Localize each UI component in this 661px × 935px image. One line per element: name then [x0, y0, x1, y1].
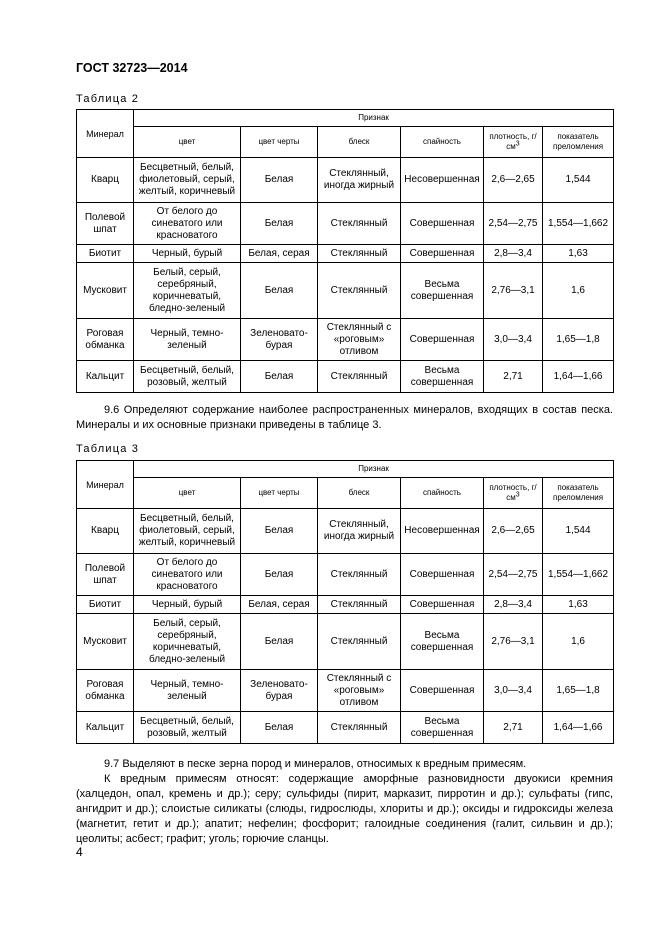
table-row [77, 509, 614, 554]
cell: Белая [241, 361, 318, 393]
cell: Бесцветный, белый, фиолетовый, серый, желтый, коричневый [134, 158, 241, 203]
group-header: Признак [134, 461, 614, 478]
cell: Белая [241, 614, 318, 670]
cell: Весьма совершенная [401, 712, 484, 744]
cell: Стеклянный, иногда жирный [318, 158, 401, 203]
cell: 2,76—3,1 [484, 263, 543, 319]
cell: 2,71 [484, 712, 543, 744]
cell: 2,8—3,4 [484, 596, 543, 614]
cell: 1,544 [543, 158, 614, 203]
cell: 1,6 [543, 263, 614, 319]
cell: Кварц [77, 509, 134, 554]
paragraph-9-6: 9.6 Определяют содержание наиболее распространенных минералов, входящих в состав песка. Минералы и их основные признаки приведены в таблице 3. [76, 404, 613, 431]
cell: Белая, серая [241, 245, 318, 263]
cell: Белая [241, 203, 318, 245]
cell: Весьма совершенная [401, 361, 484, 393]
cell: Стеклянный [318, 712, 401, 744]
table-row [77, 203, 614, 245]
cell: 1,554—1,662 [543, 203, 614, 245]
cell: Стеклянный [318, 361, 401, 393]
cell: 1,554—1,662 [543, 554, 614, 596]
cell: Черный, бурый [134, 245, 241, 263]
cell: Стеклянный [318, 554, 401, 596]
cell: Белый, серый, серебряный, коричневатый, бледно-зеленый [134, 263, 241, 319]
cell: Биотит [77, 245, 134, 263]
cell: Белая [241, 712, 318, 744]
cell: 1,63 [543, 596, 614, 614]
cell: Полевой шпат [77, 203, 134, 245]
cell: Кальцит [77, 712, 134, 744]
cell: Несовершенная [401, 158, 484, 203]
cell: 3,0—3,4 [484, 670, 543, 712]
paragraph-9-7: 9.7 Выделяют в песке зерна пород и минералов, относимых к вредным примесям. К вредным примесям относят: содержащие аморфные разновидности двуокиси кремния (халцедон, опал, кремень и др.); серу; сульфиды (пирит, марказит, пирротин и др.); сульфаты (гипс, ангидрит и др.); слоистые силикаты (слюды, гидрослюды, хлориты и др.); оксиды и гидроксиды железа (магнетит, гетит и др.); апатит; нефелин; фосфорит; галоидные соединения (галит, сильвин и др.); цеолиты; асбест; графит; уголь; горючие сланцы. [76, 758, 613, 845]
cell: 1,6 [543, 614, 614, 670]
cell: От белого до синеватого или красноватого [134, 203, 241, 245]
table-row [77, 670, 614, 712]
cell: Белая [241, 509, 318, 554]
cell: Стеклянный [318, 203, 401, 245]
col-header: блеск [318, 127, 401, 158]
cell: Стеклянный с «роговым» отливом [318, 319, 401, 361]
cell: 2,8—3,4 [484, 245, 543, 263]
cell: Белая, серая [241, 596, 318, 614]
table-row [77, 361, 614, 393]
cell: Черный, бурый [134, 596, 241, 614]
document-code: ГОСТ 32723—2014 [76, 61, 188, 75]
col-header: плотность, $г/см^3$ [484, 478, 543, 509]
cell: 1,64—1,66 [543, 361, 614, 393]
mineral-header: Минерал [77, 110, 134, 158]
cell: Роговая обманка [77, 319, 134, 361]
col-header: показатель преломления [543, 478, 614, 509]
col-header: цвет черты [241, 478, 318, 509]
table3 [76, 460, 614, 744]
cell: Весьма совершенная [401, 614, 484, 670]
table-row [77, 245, 614, 263]
cell: Кварц [77, 158, 134, 203]
cell: Стеклянный [318, 614, 401, 670]
col-header: плотность, $г/см^3$ [484, 127, 543, 158]
page-number: 4 [76, 845, 83, 859]
cell: Биотит [77, 596, 134, 614]
cell: Совершенная [401, 203, 484, 245]
cell: Белая [241, 554, 318, 596]
table-row [77, 158, 614, 203]
cell: Совершенная [401, 670, 484, 712]
table-row [77, 319, 614, 361]
mineral-header: Минерал [77, 461, 134, 509]
cell: 2,54—2,75 [484, 203, 543, 245]
table2 [76, 109, 614, 393]
cell: 2,71 [484, 361, 543, 393]
cell: Несовершенная [401, 509, 484, 554]
cell: 2,76—3,1 [484, 614, 543, 670]
col-header: цвет [134, 478, 241, 509]
table-row [77, 596, 614, 614]
cell: 3,0—3,4 [484, 319, 543, 361]
cell: Весьма совершенная [401, 263, 484, 319]
col-header: показатель преломления [543, 127, 614, 158]
table-row [77, 712, 614, 744]
cell: 2,54—2,75 [484, 554, 543, 596]
cell: Совершенная [401, 245, 484, 263]
cell: Роговая обманка [77, 670, 134, 712]
col-header: блеск [318, 478, 401, 509]
cell: 1,64—1,66 [543, 712, 614, 744]
col-header: цвет черты [241, 127, 318, 158]
cell: Совершенная [401, 596, 484, 614]
cell: Бесцветный, белый, фиолетовый, серый, желтый, коричневый [134, 509, 241, 554]
cell: Мусковит [77, 263, 134, 319]
cell: Бесцветный, белый, розовый, желтый [134, 712, 241, 744]
col-header: цвет [134, 127, 241, 158]
cell: Зеленовато-бурая [241, 670, 318, 712]
cell: Стеклянный с «роговым» отливом [318, 670, 401, 712]
cell: Стеклянный [318, 245, 401, 263]
table-row [77, 263, 614, 319]
cell: Черный, темно-зеленый [134, 670, 241, 712]
cell: Бесцветный, белый, розовый, желтый [134, 361, 241, 393]
cell: Кальцит [77, 361, 134, 393]
cell: 1,65—1,8 [543, 319, 614, 361]
cell: Стеклянный [318, 596, 401, 614]
cell: 1,63 [543, 245, 614, 263]
cell: От белого до синеватого или красноватого [134, 554, 241, 596]
cell: 1,65—1,8 [543, 670, 614, 712]
cell: Полевой шпат [77, 554, 134, 596]
table3-caption: Таблица 3 [76, 443, 140, 455]
col-header: спайность [401, 478, 484, 509]
cell: Стеклянный, иногда жирный [318, 509, 401, 554]
cell: Белый, серый, серебряный, коричневатый, бледно-зеленый [134, 614, 241, 670]
cell: Мусковит [77, 614, 134, 670]
cell: Совершенная [401, 554, 484, 596]
group-header: Признак [134, 110, 614, 127]
table-row [77, 554, 614, 596]
cell: Совершенная [401, 319, 484, 361]
col-header: спайность [401, 127, 484, 158]
cell: 2,6—2,65 [484, 158, 543, 203]
cell: 2,6—2,65 [484, 509, 543, 554]
cell: 1,544 [543, 509, 614, 554]
table2-caption: Таблица 2 [76, 93, 140, 105]
cell: Стеклянный [318, 263, 401, 319]
cell: Черный, темно-зеленый [134, 319, 241, 361]
table-row [77, 614, 614, 670]
cell: Белая [241, 263, 318, 319]
cell: Белая [241, 158, 318, 203]
cell: Зеленовато-бурая [241, 319, 318, 361]
